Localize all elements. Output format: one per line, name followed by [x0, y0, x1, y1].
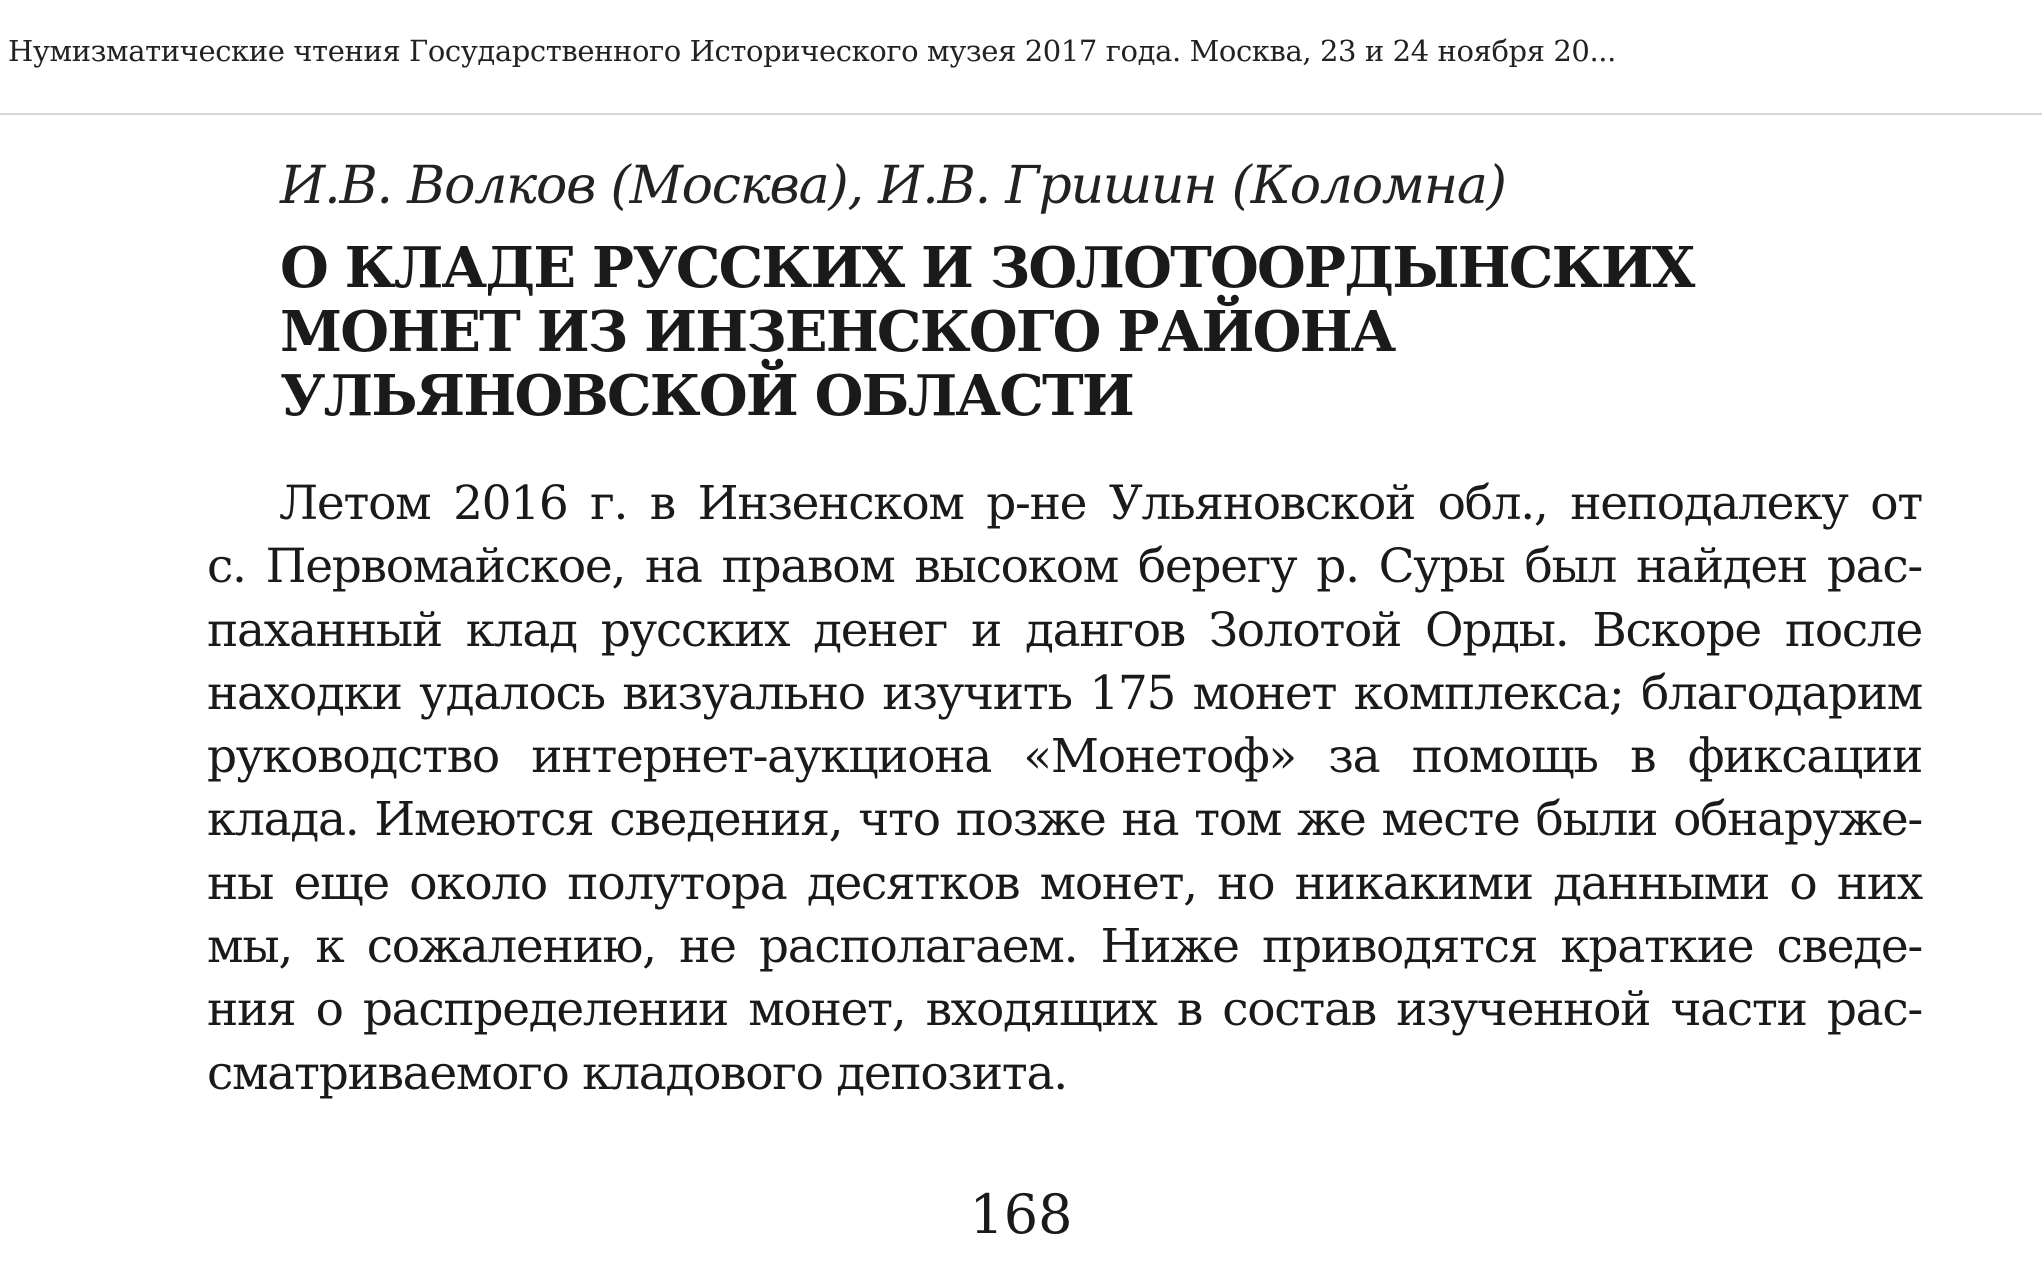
body-line: находки удалось визуально изучить 175 монет комплекса; благодарим [207, 665, 1922, 721]
article-title-line: МОНЕТ ИЗ ИНЗЕНСКОГО РАЙОНА [280, 299, 1395, 365]
body-line: ния о распределении монет, входящих в состав изученной части рас- [207, 982, 1922, 1038]
body-line: мы, к сожалению, не располагаем. Ниже приводятся краткие сведе- [207, 919, 1922, 975]
document-header [0, 0, 2042, 115]
body-line: Летом 2016 г. в Инзенском р-не Ульяновской обл., неподалеку от [279, 476, 1922, 531]
article-title [280, 236, 1780, 428]
article-title-line: О КЛАДЕ РУССКИХ И ЗОЛОТООРДЫНСКИХ [280, 235, 1694, 301]
body-line: паханный клад русских денег и дангов Золотой Орды. Вскоре после [207, 602, 1922, 658]
page-number: 168 [969, 1183, 1073, 1246]
header-title: Нумизматические чтения Государственного Исторического музея 2017 года. Москва, 23 и 24 ноября 20... [8, 34, 1616, 68]
body-line: ны еще около полутора десятков монет, но никакими данными о них [207, 855, 1922, 911]
article-title-line: УЛЬЯНОВСКОЙ ОБЛАСТИ [280, 363, 1133, 429]
body-line: с. Первомайское, на правом высоком берегу р. Суры был найден рас- [207, 539, 1922, 595]
body-line: руководство интернет-аукциона «Монетоф» за помощь в фиксации [207, 729, 1922, 785]
body-line: сматриваемого кладового депозита. [207, 1045, 1067, 1101]
article-authors: И.В. Волков (Москва), И.В. Гришин (Коломна) [280, 156, 1506, 216]
body-line: клада. Имеются сведения, что позже на том же месте были обнаруже- [207, 792, 1922, 848]
article-body [207, 472, 1922, 1105]
